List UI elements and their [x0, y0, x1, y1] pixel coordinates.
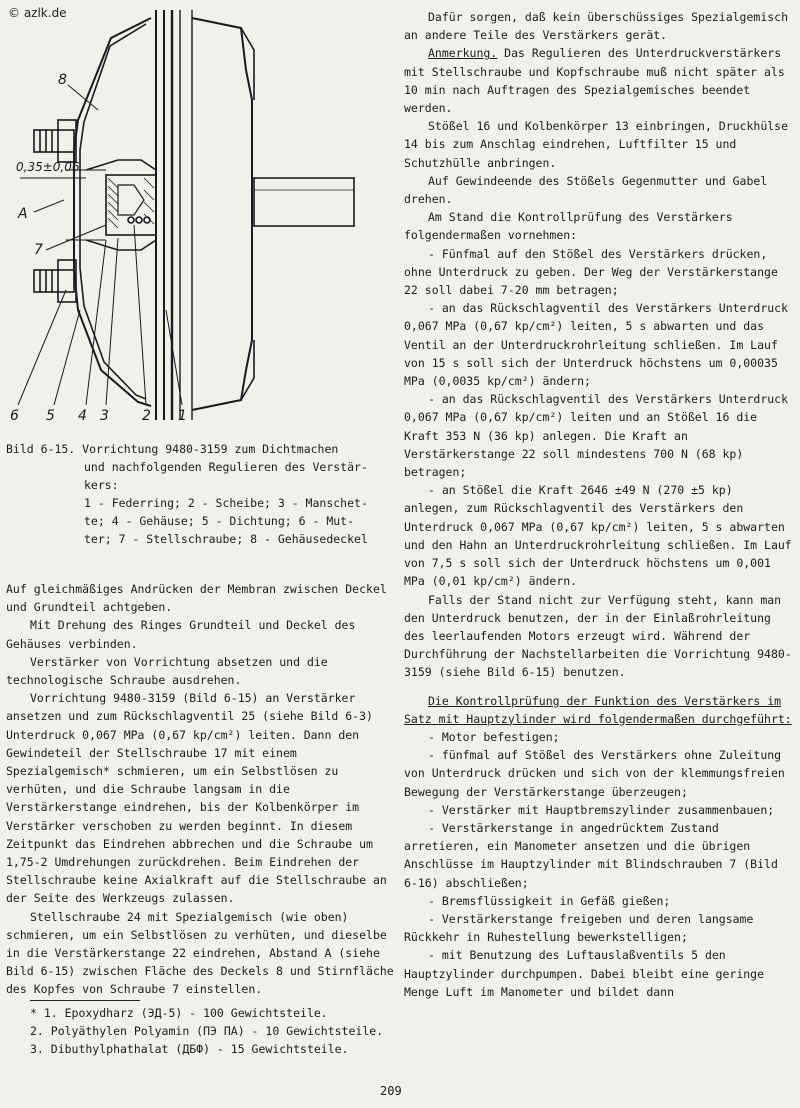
note-body: Das Regulieren des Unterdruckverstärkers mit Stellschraube und Kopfschraube muß nicht später als 10 min nach Auftragen des Spezialgemisches beendet werden. — [404, 46, 785, 116]
paragraph: Auf gleichmäßiges Andrücken der Membran zwischen Deckel und Grundteil achtgeben. — [6, 582, 387, 615]
left-column-text — [6, 580, 398, 999]
list-item: - Verstärker mit Hauptbremszylinder zusammenbauen; — [428, 802, 775, 817]
figure-label-4: 4 — [78, 408, 87, 424]
list-item: - mit Benutzung des Luftauslaßventils 5 den Hauptzylinder durchpumpen. Dabei bleibt eine geringe Menge Luft im Manometer und bildet dann — [404, 948, 765, 999]
footnote: 2. Polyäthylen Polyamin (ПЭ ПА) - 10 Gewichtsteile. — [30, 1024, 384, 1039]
paragraph: Auf Gewindeende des Stößels Gegenmutter und Gabel drehen. — [404, 173, 768, 207]
figure-label-8: 8 — [58, 72, 67, 88]
list-item: - an Stößel die Kraft 2646 ±49 N (270 ±5 kp) anlegen, zum Rückschlagventil des Verstärkers den Unterdruck 0,067 MPa (0,67 kp/cm²) leiten, 5 s abwarten und den Hahn an Unterdruckrohrleitung schließen. Im Lauf von 7,5 s soll sich der Unterdruck höchstens um 0,001 MPa (0,01 kp/cm²) ändern. — [404, 483, 792, 589]
right-column-text — [404, 8, 794, 1001]
caption-line: kers: — [84, 478, 119, 492]
footnote-divider — [30, 1000, 140, 1001]
figure-dimension-label: 0,35±0,06 — [16, 160, 80, 174]
figure-label-1: 1 — [178, 408, 187, 424]
list-item: - Verstärkerstange freigeben und deren langsame Rückkehr in Ruhestellung bewerkstelligen; — [404, 911, 754, 945]
list-item: - Motor befestigen; — [428, 729, 560, 744]
paragraph: Am Stand die Kontrollprüfung des Verstärkers folgendermaßen vornehmen: — [404, 210, 733, 243]
paragraph: Stellschraube 24 mit Spezialgemisch (wie oben) schmieren, um ein Selbstlösen zu verhüten, und dieselbe in die Verstärkerstange 22 eindrehen, Abstand A (siehe Bild 6-15) zwischen Fläche des Deckels 8 und Stirnfläche des Kopfes von Schraube 7 einstellen. — [6, 909, 394, 997]
figure-caption — [6, 440, 396, 548]
figure-label-6: 6 — [10, 408, 19, 424]
paragraph: Falls der Stand nicht zur Verfügung steht, kann man den Unterdruck benutzen, der in der Einlaßrohrleitung des leerlaufenden Motors erzeugt wird. Während der Durchführung der Nachstellarbeiten die Vorrichtung 9480-3159 (siehe Bild 6-15) benutzen. — [404, 592, 792, 680]
caption-line: ter; 7 - Stellschraube; 8 - Gehäusedeckel — [84, 532, 368, 546]
list-item: - an das Rückschlagventil des Verstärkers Unterdruck 0,067 MPa (0,67 kp/cm²) leiten, 5 s abwarten und das Ventil an der Unterdruckrohrleitung schließen. Im Lauf von 15 s soll sich der Unterdruck höchstens um 0,00035 MPa (0,0035 kp/cm²) ändern; — [404, 301, 789, 389]
page-number: 209 — [380, 1084, 402, 1098]
paragraph: Vorrichtung 9480-3159 (Bild 6-15) an Verstärker ansetzen und zum Rückschlagventil 25 (siehe Bild 6-3) Unterdruck 0,067 MPa (0,67 kp/cm²) leiten. Dann den Gewindeteil der Stellschraube 17 mit einem Spezialgemisch* schmieren, um ein Selbstlösen zu verhüten, und die Schraube langsam in die Verstärkerstange eindrehen, bis der Kolbenkörper im Verstärker verschoben zu werden beginnt. In diesem Zeitpunkt das Eindrehen abbrechen und die Schraube um 1,75-2 Umdrehungen zurückdrehen. Beim Eindrehen der Stellschraube keine Axialkraft auf die Stellschraube an der Seite des Werkzeugs zulassen. — [6, 691, 387, 906]
figure-label-2: 2 — [142, 408, 151, 424]
list-item: - an das Rückschlagventil des Verstärkers Unterdruck 0,067 MPa (0,67 kp/cm²) leiten und an Stößel 16 die Kraft 353 N (36 kp) anlegen. Die Kraft an Verstärkerstange 22 soll mindestens 700 N (68 kp) betragen; — [404, 392, 789, 480]
list-item: - Verstärkerstange in angedrücktem Zustand arretieren, ein Manometer ansetzen und die übrigen Anschlüsse im Hauptzylinder mit Blindschrauben 7 (Bild 6-16) abschließen; — [404, 820, 778, 890]
caption-line: und nachfolgenden Regulieren des Verstär- — [84, 460, 368, 474]
list-item: - fünfmal auf Stößel des Verstärkers ohne Zuleitung von Unterdruck drücken und sich von der klemmungsfreien Bewegung der Verstärkerstange überzeugen; — [404, 748, 785, 799]
section-heading: Die Kontrollprüfung der Funktion des Verstärkers im Satz mit Hauptzylinder wird folgendermaßen durchgeführt: — [404, 693, 792, 726]
footnotes — [6, 1004, 398, 1059]
list-item: - Fünfmal auf den Stößel des Verstärkers drücken, ohne Unterdruck zu geben. Der Weg der Verstärkerstange 22 soll dabei 7-20 mm betragen; — [404, 246, 778, 298]
footnote: * 1. Epoxydharz (ЭД-5) - 100 Gewichtsteile. — [30, 1006, 328, 1020]
figure-label-a: A — [18, 206, 28, 222]
technical-drawing — [6, 10, 376, 430]
paragraph: Mit Drehung des Ringes Grundteil und Deckel des Gehäuses verbinden. — [6, 618, 356, 651]
list-item: - Bremsflüssigkeit in Gefäß gießen; — [428, 893, 671, 908]
note-paragraph — [404, 44, 794, 117]
caption-line: 1 - Federring; 2 - Scheibe; 3 - Manschet- — [84, 496, 368, 510]
watermark: © azlk.de — [8, 6, 67, 20]
paragraph: Verstärker von Vorrichtung absetzen und die technologische Schraube ausdrehen. — [6, 654, 328, 688]
figure-label-3: 3 — [100, 408, 109, 424]
note-label: Anmerkung. — [428, 46, 498, 61]
caption-line: te; 4 - Gehäuse; 5 - Dichtung; 6 - Mut- — [84, 514, 355, 528]
figure-label-5: 5 — [46, 408, 55, 424]
paragraph: Stößel 16 und Kolbenkörper 13 einbringen, Druckhülse 14 bis zum Anschlag eindrehen, Luftfilter 15 und Schutzhülle anbringen. — [404, 119, 789, 170]
figure-label-7: 7 — [34, 242, 43, 258]
footnote: 3. Dibuthylphathalat (ДБФ) - 15 Gewichtsteile. — [30, 1042, 349, 1057]
paragraph: Dafür sorgen, daß kein überschüssiges Spezialgemisch an andere Teile des Verstärkers gerät. — [404, 10, 789, 43]
caption-title: Bild 6-15. Vorrichtung 9480-3159 zum Dichtmachen — [6, 442, 339, 456]
